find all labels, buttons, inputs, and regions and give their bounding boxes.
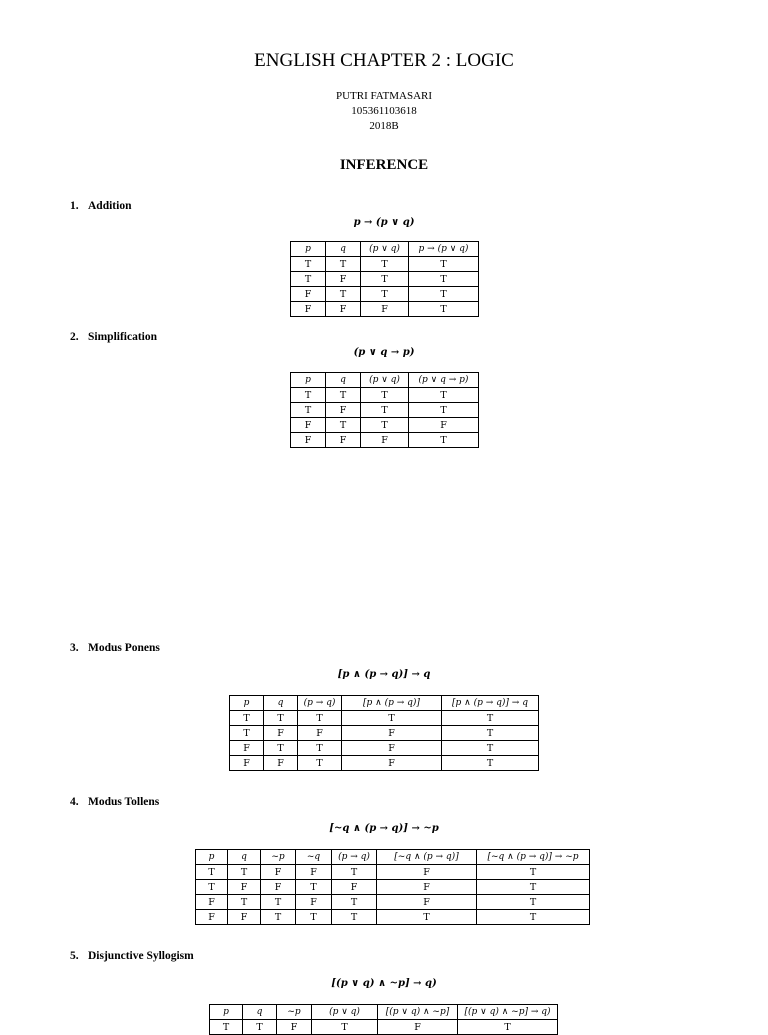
- table-cell: T: [477, 880, 590, 895]
- table-cell: T: [196, 865, 228, 880]
- table-row: [230, 756, 539, 771]
- table-cell: T: [409, 302, 479, 317]
- table-cell: T: [228, 895, 261, 910]
- table-header-cell: ~p: [277, 1005, 312, 1020]
- section-title-text: Disjunctive Syllogism: [88, 950, 194, 962]
- table-cell: T: [361, 272, 409, 287]
- table-cell: T: [477, 895, 590, 910]
- table-header-cell: ~p: [261, 850, 296, 865]
- truth-table: [195, 849, 590, 925]
- table-row: [291, 302, 479, 317]
- table-cell: F: [291, 302, 326, 317]
- table-header-cell: (p ∨ q): [361, 242, 409, 257]
- table-cell: T: [326, 418, 361, 433]
- table-header-cell: (p → q): [332, 850, 377, 865]
- truth-table: [209, 1004, 558, 1035]
- table-cell: T: [196, 880, 228, 895]
- section-heading: [70, 331, 157, 343]
- table-cell: F: [332, 880, 377, 895]
- table-cell: T: [409, 272, 479, 287]
- table-cell: T: [442, 726, 539, 741]
- table-header-cell: (p ∨ q): [312, 1005, 378, 1020]
- table-cell: F: [409, 418, 479, 433]
- section-title: INFERENCE: [339, 157, 429, 173]
- table-cell: F: [296, 865, 332, 880]
- table-header-cell: [~q ∧ (p → q)] → ~p: [477, 850, 590, 865]
- table-cell: T: [296, 880, 332, 895]
- table-cell: T: [261, 895, 296, 910]
- table-header-cell: p → (p ∨ q): [409, 242, 479, 257]
- table-row: [210, 1020, 558, 1035]
- table-header-cell: (p ∨ q → p): [409, 373, 479, 388]
- table-header-cell: q: [326, 373, 361, 388]
- table-cell: T: [409, 287, 479, 302]
- table-cell: F: [277, 1020, 312, 1035]
- section-number: 2.: [70, 331, 79, 343]
- table-header-cell: q: [326, 242, 361, 257]
- section-title-text: Modus Ponens: [88, 642, 160, 654]
- section-number: 4.: [70, 796, 79, 808]
- table-cell: T: [298, 711, 342, 726]
- table-header-cell: p: [291, 242, 326, 257]
- table-cell: F: [296, 895, 332, 910]
- table-cell: F: [261, 880, 296, 895]
- table-header-row: [291, 242, 479, 257]
- table-row: [291, 388, 479, 403]
- table-header-cell: q: [243, 1005, 277, 1020]
- table-cell: T: [228, 865, 261, 880]
- table-row: [196, 895, 590, 910]
- section-title-text: Modus Tollens: [88, 796, 160, 808]
- table-header-row: [230, 696, 539, 711]
- author-id: 105361103618: [351, 105, 417, 117]
- table-header-cell: (p → q): [298, 696, 342, 711]
- table-cell: T: [477, 865, 590, 880]
- table-header-cell: q: [264, 696, 298, 711]
- section-heading: [70, 950, 194, 962]
- table-cell: T: [243, 1020, 277, 1035]
- table-cell: F: [228, 910, 261, 925]
- author-name: PUTRI FATMASARI: [335, 90, 433, 102]
- table-cell: T: [210, 1020, 243, 1035]
- table-cell: T: [377, 910, 477, 925]
- table-header-cell: q: [228, 850, 261, 865]
- table-cell: T: [409, 433, 479, 448]
- table-row: [230, 741, 539, 756]
- table-cell: T: [264, 711, 298, 726]
- table-cell: T: [458, 1020, 558, 1035]
- section-heading: [70, 200, 131, 212]
- table-cell: T: [409, 388, 479, 403]
- author-class: 2018B: [369, 120, 399, 132]
- table-header-cell: [(p ∨ q) ∧ ~p]: [378, 1005, 458, 1020]
- table-cell: T: [296, 910, 332, 925]
- table-row: [196, 910, 590, 925]
- formula: [(p ∨ q) ∧ ~p] → q): [331, 978, 437, 989]
- table-cell: F: [230, 741, 264, 756]
- table-cell: T: [298, 756, 342, 771]
- table-cell: F: [264, 756, 298, 771]
- table-header-row: [210, 1005, 558, 1020]
- table-cell: F: [378, 1020, 458, 1035]
- table-cell: F: [291, 418, 326, 433]
- table-cell: F: [298, 726, 342, 741]
- table-cell: T: [409, 257, 479, 272]
- table-header-row: [196, 850, 590, 865]
- table-cell: F: [326, 433, 361, 448]
- table-cell: T: [342, 711, 442, 726]
- table-cell: F: [342, 756, 442, 771]
- section-number: 5.: [70, 950, 79, 962]
- table-header-cell: [p ∧ (p → q)]: [342, 696, 442, 711]
- table-cell: T: [409, 403, 479, 418]
- table-row: [291, 272, 479, 287]
- table-cell: T: [291, 403, 326, 418]
- table-row: [230, 711, 539, 726]
- table-row: [196, 880, 590, 895]
- section-heading: [70, 642, 160, 654]
- table-cell: F: [196, 895, 228, 910]
- section-heading: [70, 796, 159, 808]
- table-cell: F: [377, 865, 477, 880]
- section-number: 1.: [70, 200, 79, 212]
- truth-table: [229, 695, 539, 771]
- formula: [~q ∧ (p → q)] → ~p: [329, 823, 439, 834]
- table-cell: T: [291, 272, 326, 287]
- table-cell: F: [291, 433, 326, 448]
- table-cell: T: [332, 865, 377, 880]
- table-cell: T: [326, 388, 361, 403]
- document-title: ENGLISH CHAPTER 2 : LOGIC: [254, 50, 514, 71]
- table-header-cell: p: [230, 696, 264, 711]
- table-cell: F: [326, 403, 361, 418]
- table-cell: F: [291, 287, 326, 302]
- table-cell: T: [326, 257, 361, 272]
- table-header-cell: [p ∧ (p → q)] → q: [442, 696, 539, 711]
- section-number: 3.: [70, 642, 79, 654]
- table-row: [230, 726, 539, 741]
- table-cell: T: [442, 711, 539, 726]
- table-cell: T: [312, 1020, 378, 1035]
- table-cell: F: [342, 726, 442, 741]
- truth-table: [290, 241, 479, 317]
- table-cell: T: [291, 388, 326, 403]
- table-cell: F: [361, 302, 409, 317]
- table-cell: F: [264, 726, 298, 741]
- table-cell: F: [261, 865, 296, 880]
- section-title-text: Simplification: [88, 331, 158, 343]
- table-header-cell: ~q: [296, 850, 332, 865]
- table-cell: T: [477, 910, 590, 925]
- table-row: [291, 257, 479, 272]
- table-row: [291, 433, 479, 448]
- table-cell: F: [230, 756, 264, 771]
- table-cell: T: [291, 257, 326, 272]
- table-row: [291, 418, 479, 433]
- table-cell: F: [342, 741, 442, 756]
- table-cell: T: [332, 910, 377, 925]
- table-cell: F: [196, 910, 228, 925]
- table-header-cell: p: [210, 1005, 243, 1020]
- table-row: [291, 287, 479, 302]
- table-cell: F: [326, 272, 361, 287]
- table-cell: T: [442, 741, 539, 756]
- table-cell: T: [230, 711, 264, 726]
- table-cell: T: [361, 418, 409, 433]
- table-cell: T: [298, 741, 342, 756]
- table-cell: F: [377, 895, 477, 910]
- truth-table: [290, 372, 479, 448]
- table-cell: T: [361, 257, 409, 272]
- table-cell: T: [442, 756, 539, 771]
- table-cell: T: [361, 403, 409, 418]
- formula: p → (p ∨ q): [353, 217, 415, 228]
- table-header-cell: [(p ∨ q) ∧ ~p] → q): [458, 1005, 558, 1020]
- table-cell: T: [264, 741, 298, 756]
- table-cell: T: [361, 388, 409, 403]
- formula: [p ∧ (p → q)] → q: [337, 669, 431, 680]
- table-cell: F: [377, 880, 477, 895]
- table-cell: T: [230, 726, 264, 741]
- table-header-cell: p: [291, 373, 326, 388]
- table-header-cell: [~q ∧ (p → q)]: [377, 850, 477, 865]
- section-title-text: Addition: [88, 200, 132, 212]
- table-cell: F: [361, 433, 409, 448]
- table-header-cell: p: [196, 850, 228, 865]
- formula: (p ∨ q → p): [353, 347, 415, 358]
- table-header-cell: (p ∨ q): [361, 373, 409, 388]
- table-row: [291, 403, 479, 418]
- table-cell: F: [326, 302, 361, 317]
- table-cell: T: [261, 910, 296, 925]
- table-cell: F: [228, 880, 261, 895]
- table-header-row: [291, 373, 479, 388]
- table-row: [196, 865, 590, 880]
- table-cell: T: [326, 287, 361, 302]
- table-cell: T: [332, 895, 377, 910]
- table-cell: T: [361, 287, 409, 302]
